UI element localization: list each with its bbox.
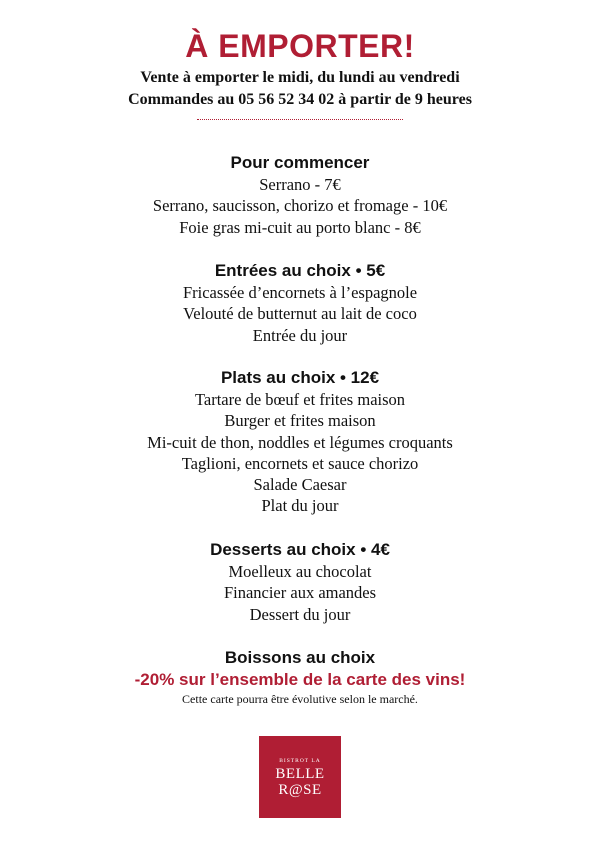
menu-item: Taglioni, encornets et sauce chorizo	[181, 453, 419, 473]
dotted-divider	[197, 119, 403, 120]
menu-item: Serrano - 7€	[259, 175, 341, 194]
menu-item: Fricassée d’encornets à l’espagnole	[182, 283, 418, 302]
service-hours: Vente à emporter le midi, du lundi au vendredi	[140, 69, 460, 86]
menu-item: Plat du jour	[261, 496, 339, 516]
menu-item: Dessert du jour	[249, 604, 351, 624]
menu-item: Tartare de bœuf et frites maison	[194, 390, 406, 409]
market-note: Cette carte pourra être évolutive selon le marché.	[182, 692, 418, 706]
menu-item: Mi-cuit de thon, noddles et légumes croquants	[147, 432, 453, 452]
page-title: À EMPORTER!	[185, 28, 415, 64]
menu-item: Serrano, saucisson, chorizo et fromage - 10€	[152, 196, 448, 216]
restaurant-logo	[259, 736, 341, 818]
section-entrees	[0, 260, 600, 346]
section-title: Boissons au choix	[224, 648, 376, 667]
section-drinks	[0, 647, 600, 707]
menu-item: Salade Caesar	[253, 475, 347, 495]
order-phone: Commandes au 05 56 52 34 02 à partir de 9 heures	[128, 91, 472, 108]
logo-small-text: BISTROT LA	[279, 758, 321, 764]
menu-item: Foie gras mi-cuit au porto blanc - 8€	[179, 217, 421, 237]
section-title: Desserts au choix • 4€	[210, 540, 390, 559]
logo-line-1: BELLE	[275, 766, 325, 782]
menu-item: Financier aux amandes	[223, 583, 377, 603]
menu-item: Entrée du jour	[252, 325, 348, 345]
wine-promo: -20% sur l’ensemble de la carte des vins!	[134, 670, 466, 689]
logo-line-2: R@SE	[278, 782, 322, 798]
menu-item: Velouté de butternut au lait de coco	[183, 304, 417, 324]
menu-item: Moelleux au chocolat	[228, 562, 372, 581]
section-mains	[0, 367, 600, 517]
section-title: Pour commencer	[230, 153, 370, 172]
section-title: Entrées au choix • 5€	[214, 261, 386, 280]
section-starters	[0, 152, 600, 238]
section-desserts	[0, 539, 600, 625]
section-title: Plats au choix • 12€	[220, 368, 380, 387]
menu-item: Burger et frites maison	[224, 411, 376, 431]
